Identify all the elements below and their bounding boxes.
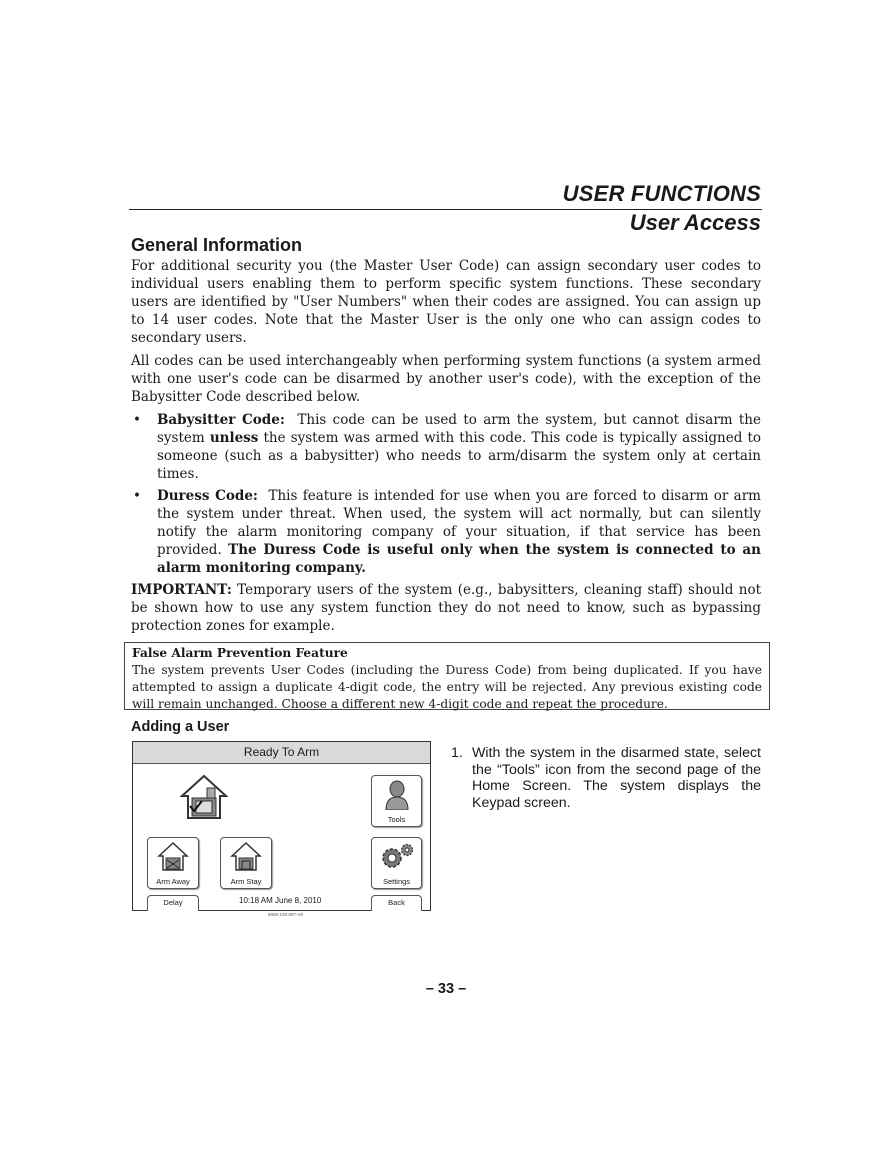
- tools-button[interactable]: [371, 775, 422, 827]
- house-arm-away-icon: [157, 842, 189, 872]
- babysitter-unless: unless: [209, 430, 259, 446]
- duress-warning: The Duress Code is useful only when the system is connected to an alarm monitoring company.: [157, 542, 761, 576]
- house-status-icon: [179, 774, 229, 820]
- page-number: – 33 –: [425, 981, 467, 997]
- false-alarm-title: False Alarm Prevention Feature: [132, 646, 348, 660]
- arm-stay-label: Arm Stay: [230, 877, 262, 886]
- codes-paragraph: All codes can be used interchangeably when performing system functions (a system armed with one user's code can be disarmed by another user's code), with the exception of the Babysitter Code described below.: [131, 353, 761, 405]
- duress-text: This feature is intended for use when you are forced to disarm or arm the system under threat. When used, the system will act normally, but can silently notify the alarm monitoring company of your situation, if that service has been provided.: [157, 488, 761, 558]
- step-number: 1.: [451, 745, 463, 761]
- tools-label: Tools: [387, 815, 406, 824]
- status-bar: Ready To Arm: [133, 742, 430, 764]
- settings-label: Settings: [382, 877, 411, 886]
- intro-paragraph: For additional security you (the Master User Code) can assign secondary user codes to individual users enabling them to perform specific system functions. These secondary users are identified by "User Numbers" when their codes are assigned. You can assign up to 14 user codes. Note that the Master User is the only one who can assign codes to secondary users.: [131, 258, 761, 346]
- important-label: IMPORTANT:: [131, 582, 232, 598]
- babysitter-code-item: [157, 411, 761, 483]
- date-time-display: 10:18 AM June 8, 2010: [239, 896, 322, 905]
- house-arm-stay-icon: [230, 842, 262, 872]
- general-information-body: [131, 257, 761, 640]
- false-alarm-text: The system prevents User Codes (including the Duress Code) from being duplicated. If you have attempted to assign a duplicate 4-digit code, the entry will be rejected. Any previous existing code will remain unchanged. Choose a different new 4-digit code and repeat the procedure.: [132, 663, 762, 711]
- delay-button[interactable]: Delay: [147, 895, 199, 911]
- step-1: [451, 745, 761, 811]
- code-types-list: [131, 411, 761, 577]
- user-icon: [385, 780, 409, 810]
- step-text: With the system in the disarmed state, select the “Tools” icon from the second page of the Home Screen. The system displays the Keypad screen.: [472, 745, 761, 811]
- arm-stay-button[interactable]: [220, 837, 272, 889]
- duress-code-item: [157, 487, 761, 577]
- home-screen-illustration: [132, 741, 431, 911]
- general-information-heading: General Information: [131, 235, 303, 255]
- duress-code-label: Duress Code:: [157, 488, 258, 504]
- false-alarm-box: [124, 642, 770, 710]
- arm-away-label: Arm Away: [156, 877, 190, 886]
- section-subtitle: User Access: [629, 210, 761, 235]
- section-title: USER FUNCTIONS: [562, 181, 761, 206]
- adding-user-heading: Adding a User: [131, 719, 230, 735]
- babysitter-text-b: the system was armed with this code. This code is typically assigned to someone (such as a babysitter) who needs to arm/disarm the system only at certain times.: [157, 430, 762, 482]
- figure-code: 5000-100-007-V0: [268, 912, 304, 917]
- gear-icon: [378, 841, 416, 871]
- babysitter-text-a: This code can be used to arm the system, but cannot disarm the system: [157, 412, 761, 446]
- back-button[interactable]: Back: [371, 895, 422, 911]
- babysitter-code-label: Babysitter Code:: [157, 412, 285, 428]
- important-paragraph: [131, 581, 761, 635]
- important-text: Temporary users of the system (e.g., babysitters, cleaning staff) should not be shown how to use any system function they do not need to know, such as bypassing protection zones for example.: [131, 582, 761, 634]
- arm-away-button[interactable]: [147, 837, 199, 889]
- settings-button[interactable]: [371, 837, 422, 889]
